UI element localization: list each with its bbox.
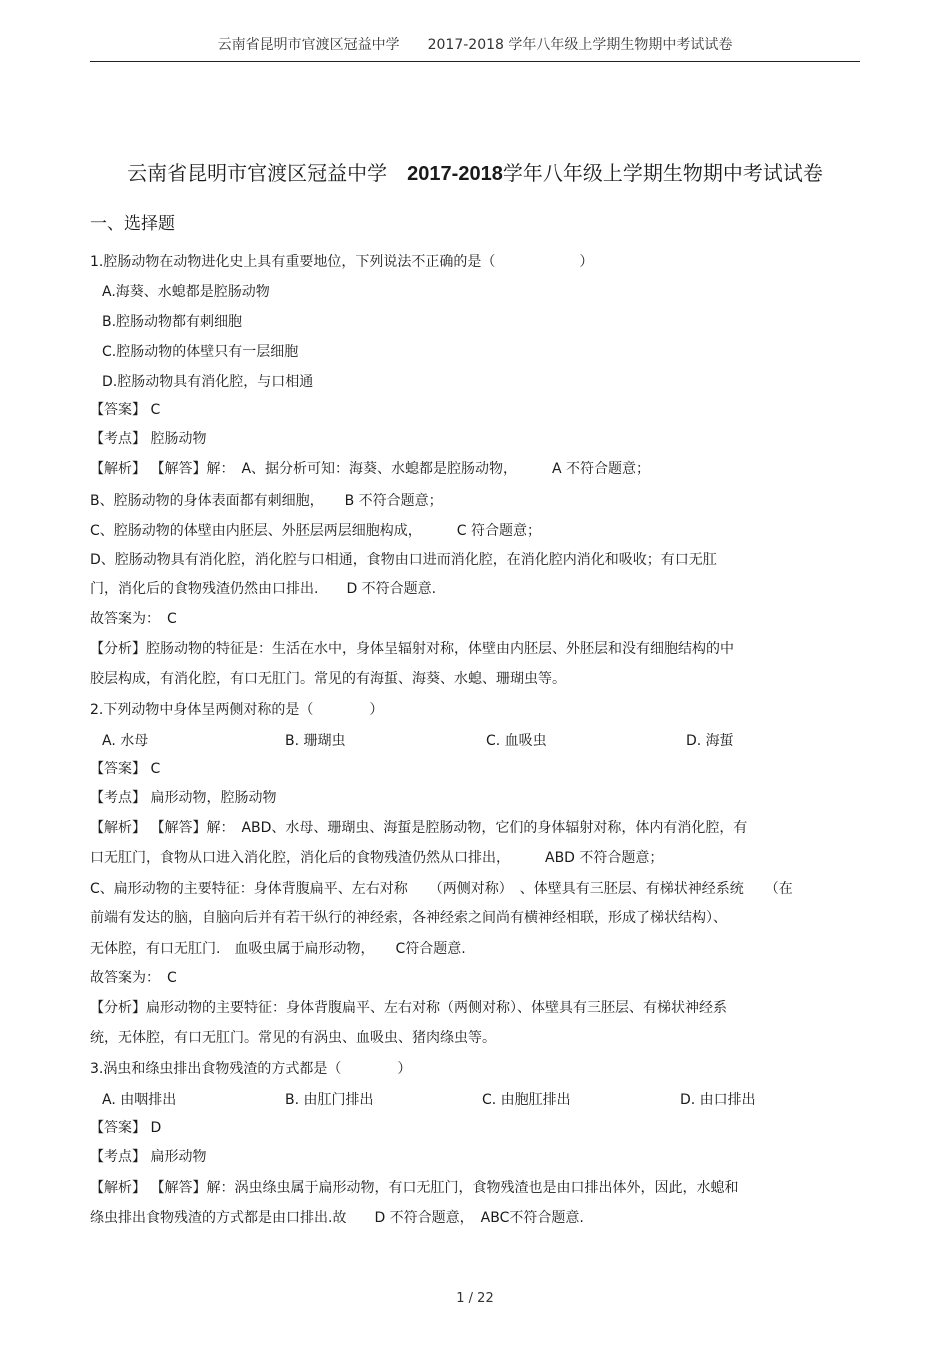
question-2-summary-line: 【分析】扁形动物的主要特征：身体背腹扁平、左右对称（两侧对称）、体壁具有三胚层、有梯状神经系 (90, 1000, 727, 1016)
question-2-analysis-line: 前端有发达的脑，自脑向后并有若干纵行的神经索，各神经索之间尚有横神经相联，形成了梯状结构）、 (90, 910, 727, 926)
question-2-option-a: A. 水母 (102, 733, 149, 749)
document-title (90, 157, 860, 186)
title-exam: 学年八年级上学期生物期中考试试卷 (502, 161, 823, 185)
running-header: 云南省昆明市官渡区冠益中学 2017-2018 学年八年级上学期生物期中考试试卷 (217, 37, 733, 53)
question-2-analysis-line: 无体腔，有口无肛门. 血吸虫属于扁形动物， C符合题意. (90, 941, 466, 957)
question-1-analysis-line: 【解析】 【解答】解： A、据分析可知：海葵、水螅都是腔肠动物， A 不符合题意； (90, 461, 651, 477)
question-3-answer: 【答案】 D (90, 1120, 162, 1136)
question-1-option-d: D.腔肠动物具有消化腔，与口相通 (102, 374, 314, 390)
question-3-analysis-line: 绦虫排出食物残渣的方式都是由口排出.故 D 不符合题意， ABC不符合题意. (90, 1210, 584, 1226)
question-3-stem: 3.涡虫和绦虫排出食物残渣的方式都是（ ） (90, 1061, 412, 1077)
question-1-analysis-line: D、腔肠动物具有消化腔，消化腔与口相通，食物由口进而消化腔，在消化腔内消化和吸收；有口无肛 (90, 552, 717, 568)
question-2-final-answer: 故答案为： C (90, 970, 177, 986)
question-2-analysis-line: C、扁形动物的主要特征：身体背腹扁平、左右对称 （两侧对称） 、体壁具有三胚层、有梯状神经系统 （在 (90, 881, 793, 897)
question-2-analysis-line: 口无肛门，食物从口进入消化腔，消化后的食物残渣仍然从口排出， ABD 不符合题意； (90, 850, 664, 866)
question-2-option-d: D. 海蜇 (686, 733, 734, 749)
question-2-answer: 【答案】 C (90, 761, 161, 777)
question-2-summary-line: 统，无体腔，有口无肛门。常见的有涡虫、血吸虫、猪肉绦虫等。 (90, 1030, 496, 1046)
section-heading: 一、选择题 (90, 214, 175, 234)
question-2-point: 【考点】 扁形动物，腔肠动物 (90, 790, 277, 806)
question-3-analysis-line: 【解析】 【解答】解：涡虫绦虫属于扁形动物，有口无肛门，食物残渣也是由口排出体外，因此，水螅和 (90, 1180, 739, 1196)
question-1-final-answer: 故答案为： C (90, 611, 177, 627)
question-1-summary-line: 【分析】腔肠动物的特征是：生活在水中，身体呈辐射对称，体壁由内胚层、外胚层和没有细胞结构的中 (90, 641, 734, 657)
question-2-option-b: B. 珊瑚虫 (285, 733, 346, 749)
question-3-point: 【考点】 扁形动物 (90, 1149, 207, 1165)
question-1-analysis-line: C、腔肠动物的体壁由内胚层、外胚层两层细胞构成， C 符合题意； (90, 523, 541, 539)
question-1-answer: 【答案】 C (90, 402, 161, 418)
question-2-stem: 2.下列动物中身体呈两侧对称的是（ ） (90, 702, 384, 718)
header-divider (90, 61, 860, 62)
page-number: 1 / 22 (456, 1291, 494, 1306)
question-3-option-d: D. 由口排出 (680, 1092, 756, 1108)
question-3-option-a: A. 由咽排出 (102, 1092, 177, 1108)
question-2-option-c: C. 血吸虫 (486, 733, 547, 749)
question-1-analysis-line: 门，消化后的食物残渣仍然由口排出. D 不符合题意. (90, 581, 437, 597)
title-school: 云南省昆明市官渡区冠益中学 (127, 161, 408, 185)
question-2-analysis-line: 【解析】 【解答】解： ABD、水母、珊瑚虫、海蜇是腔肠动物，它们的身体辐射对称，体内有消化腔，有 (90, 820, 748, 836)
question-1-option-a: A.海葵、水螅都是腔肠动物 (102, 284, 270, 300)
title-year: 2017-2018 (407, 163, 503, 185)
question-1-stem: 1.腔肠动物在动物进化史上具有重要地位，下列说法不正确的是（ ） (90, 254, 594, 270)
question-1-option-c: C.腔肠动物的体壁只有一层细胞 (102, 344, 299, 360)
question-3-option-c: C. 由胞肛排出 (482, 1092, 571, 1108)
question-1-analysis-line: B、腔肠动物的身体表面都有刺细胞， B 不符合题意； (90, 493, 443, 509)
question-1-summary-line: 胶层构成，有消化腔，有口无肛门。常见的有海蜇、海葵、水螅、珊瑚虫等。 (90, 671, 566, 687)
question-1-option-b: B.腔肠动物都有刺细胞 (102, 314, 243, 330)
question-1-point: 【考点】 腔肠动物 (90, 431, 207, 447)
question-3-option-b: B. 由肛门排出 (285, 1092, 374, 1108)
